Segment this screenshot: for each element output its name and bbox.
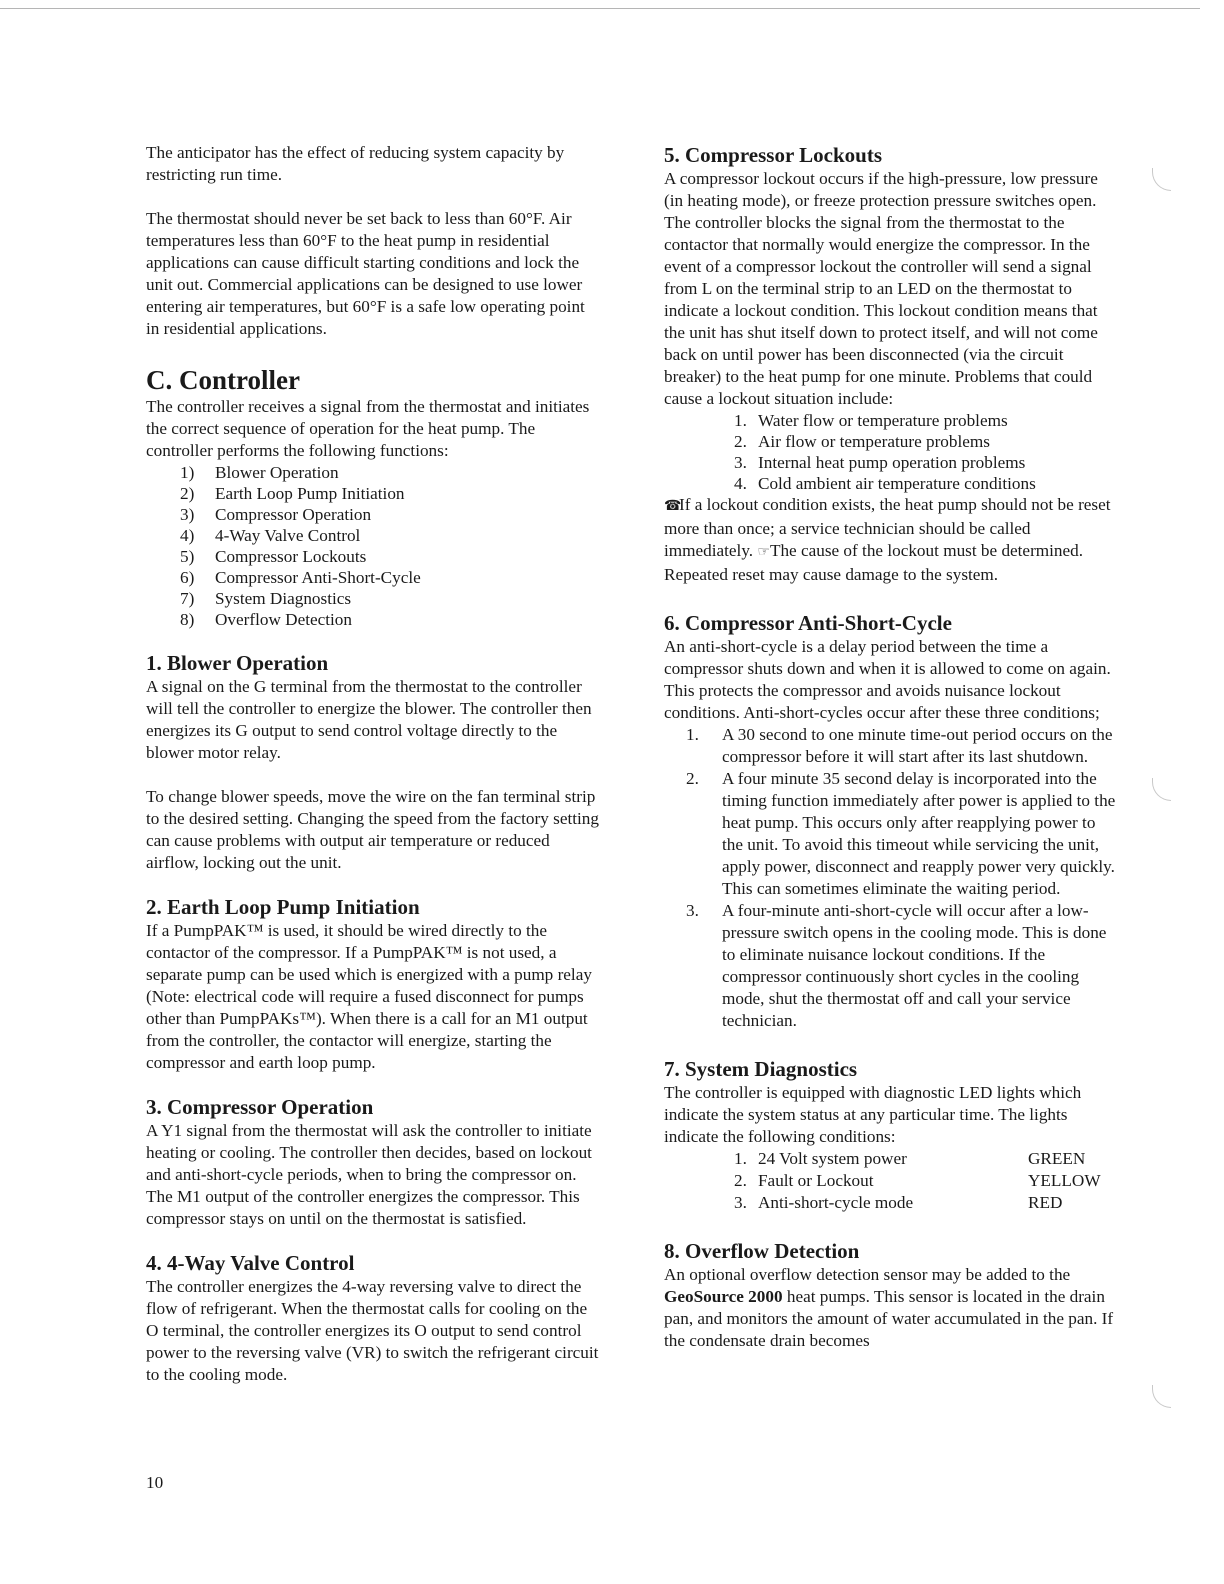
controller-section bbox=[146, 364, 600, 630]
thermostat-setback-paragraph: The thermostat should never be set back to less than 60°F. Air temperatures less than 60°F to the heat pump in residential applications can cause difficult starting conditions and lock the unit out. Commercial applications can be designed to use lower entering air temperatures, but 60°F is a safe low operating point in residential applications. bbox=[146, 209, 585, 338]
telephone-icon: ☎ bbox=[664, 499, 682, 514]
list-item: 3. Anti-short-cycle mode RED bbox=[734, 1193, 1063, 1212]
diagnostics-heading: 7. System Diagnostics bbox=[664, 1057, 858, 1081]
light-color-label: GREEN bbox=[1028, 1149, 1086, 1168]
list-item: 2) Earth Loop Pump Initiation bbox=[180, 484, 405, 503]
scan-artifact-mark bbox=[1152, 168, 1171, 191]
list-item: 1. 24 Volt system power GREEN bbox=[734, 1149, 1086, 1168]
earth-loop-heading: 2. Earth Loop Pump Initiation bbox=[146, 895, 420, 919]
compressor-operation-heading: 3. Compressor Operation bbox=[146, 1095, 374, 1119]
lockout-problems-list bbox=[664, 410, 1120, 494]
anti-short-cycle-section bbox=[664, 610, 1120, 1032]
scan-artifact-mark bbox=[1152, 1385, 1171, 1408]
right-column bbox=[664, 142, 1120, 1352]
scan-top-rule bbox=[0, 8, 1200, 9]
anti-short-cycle-conditions-list bbox=[664, 724, 1120, 1032]
list-item: 8) Overflow Detection bbox=[180, 610, 352, 629]
earth-loop-body: If a PumpPAK™ is used, it should be wired directly to the contactor of the compressor. If a PumpPAK™ is not used, a separate pump can be used which is energized with a pump relay (Note: electrical code will require a fused disconnect for pumps other than PumpPAKs™). When there is a call for an M1 output from the controller, the contactor will energize, starting the compressor and earth loop pump. bbox=[146, 921, 592, 1072]
lockout-warning-note: ☎If a lockout condition exists, the heat pump should not be reset more than once; a service technician should be called immediately. ☞The cause of the lockout must be determined. Repeated reset may cause damage to the system. bbox=[664, 495, 1111, 584]
compressor-operation-section bbox=[146, 1094, 600, 1230]
diagnostic-lights-list bbox=[664, 1148, 1120, 1214]
overflow-section bbox=[664, 1238, 1120, 1352]
list-item: 2. Air flow or temperature problems bbox=[734, 432, 990, 451]
valve-control-heading: 4. 4-Way Valve Control bbox=[146, 1251, 355, 1275]
blower-speed-paragraph: To change blower speeds, move the wire on the fan terminal strip to the desired setting. Changing the speed from the factory setting can cause problems with output air temperature or reduced airflow, locking out the unit. bbox=[146, 787, 599, 872]
list-item: 3. A four-minute anti-short-cycle will occur after a low-pressure switch opens in the cooling mode. This is done to eliminate nuisance lockout conditions. If the compressor continuously short cycles in the cooling mode, shut the thermostat off and call your service technician. bbox=[686, 901, 1107, 1030]
list-item: 3. Internal heat pump operation problems bbox=[734, 453, 1026, 472]
controller-heading: C. Controller bbox=[146, 365, 300, 395]
diagnostics-body: The controller is equipped with diagnostic LED lights which indicate the system status at any particular time. The lights indicate the following conditions: bbox=[664, 1083, 1082, 1146]
list-item: 6) Compressor Anti-Short-Cycle bbox=[180, 568, 421, 587]
diagnostics-section bbox=[664, 1056, 1120, 1214]
controller-body: The controller receives a signal from the thermostat and initiates the correct sequence of operation for the heat pump. The controller performs the following functions: bbox=[146, 397, 590, 460]
scan-artifact-mark bbox=[1152, 778, 1171, 801]
product-name: GeoSource 2000 bbox=[664, 1287, 783, 1306]
anti-short-cycle-body: An anti-short-cycle is a delay period between the time a compressor shuts down and when it is allowed to come on again. This protects the compressor and avoids nuisance lockout conditions. Anti-short-cycles occur after these three conditions; bbox=[664, 637, 1111, 722]
list-item: 7) System Diagnostics bbox=[180, 589, 352, 608]
anti-short-cycle-heading: 6. Compressor Anti-Short-Cycle bbox=[664, 611, 952, 635]
lockouts-body: A compressor lockout occurs if the high-pressure, low pressure (in heating mode), or freeze protection pressure switches open. The controller blocks the signal from the thermostat to the contactor that normally would energize the compressor. In the event of a compressor lockout the controller will send a signal from L on the terminal strip to an LED on the thermostat to indicate a lockout condition. This lockout condition means that the unit has shut itself down to protect itself, and will not come back on until power has been disconnected (via the circuit breaker) to the heat pump for one minute. Problems that could cause a lockout situation include: bbox=[664, 169, 1098, 408]
list-item: 1) Blower Operation bbox=[180, 463, 339, 482]
earth-loop-section bbox=[146, 894, 600, 1074]
lockouts-section bbox=[664, 142, 1120, 586]
list-item: 2. Fault or Lockout YELLOW bbox=[734, 1171, 1101, 1190]
overflow-body: An optional overflow detection sensor may be added to the GeoSource 2000 heat pumps. This sensor is located in the drain pan, and monitors the amount of water accumulated in the pan. If the condensate drain becomes bbox=[664, 1265, 1114, 1350]
overflow-heading: 8. Overflow Detection bbox=[664, 1239, 860, 1263]
list-item: 2. A four minute 35 second delay is incorporated into the timing function immediately after power is applied to the heat pump. This occurs only after reapplying power to the unit. To avoid this timeout while servicing the unit, apply power, disconnect and reapply power very quickly. This can sometimes eliminate the waiting period. bbox=[686, 769, 1116, 898]
compressor-operation-body: A Y1 signal from the thermostat will ask the controller to initiate heating or cooling. The controller then decides, based on lockout and anti-short-cycle periods, when to bring the compressor on. The M1 output of the controller energizes the compressor. This compressor stays on until on the thermostat is satisfied. bbox=[146, 1121, 592, 1228]
blower-body: A signal on the G terminal from the thermostat to the controller will tell the controller to energize the blower. The controller then energizes its G output to send control voltage directly to the blower motor relay. bbox=[146, 677, 592, 762]
intro-paragraph: The anticipator has the effect of reducing system capacity by restricting run time. bbox=[146, 143, 565, 184]
list-item: 5) Compressor Lockouts bbox=[180, 547, 367, 566]
controller-functions-list bbox=[146, 462, 600, 630]
list-item: 1. Water flow or temperature problems bbox=[734, 411, 1008, 430]
light-color-label: YELLOW bbox=[1028, 1171, 1101, 1190]
page-number: 10 bbox=[146, 1473, 164, 1492]
list-item: 3) Compressor Operation bbox=[180, 505, 372, 524]
light-color-label: RED bbox=[1028, 1193, 1063, 1212]
valve-control-section bbox=[146, 1250, 600, 1386]
list-item: 1. A 30 second to one minute time-out period occurs on the compressor before it will start after its last shutdown. bbox=[686, 725, 1113, 766]
lockouts-heading: 5. Compressor Lockouts bbox=[664, 143, 882, 167]
pointing-hand-icon: ☞ bbox=[757, 545, 770, 560]
list-item: 4) 4-Way Valve Control bbox=[180, 526, 361, 545]
blower-heading: 1. Blower Operation bbox=[146, 651, 329, 675]
list-item: 4. Cold ambient air temperature conditions bbox=[734, 474, 1036, 493]
left-column bbox=[146, 142, 600, 1386]
valve-control-body: The controller energizes the 4-way reversing valve to direct the flow of refrigerant. When the thermostat calls for cooling on the O terminal, the controller energizes its O output to send control power to the reversing valve (VR) to switch the refrigerant circuit to the cooling mode. bbox=[146, 1277, 599, 1384]
blower-section bbox=[146, 650, 600, 874]
